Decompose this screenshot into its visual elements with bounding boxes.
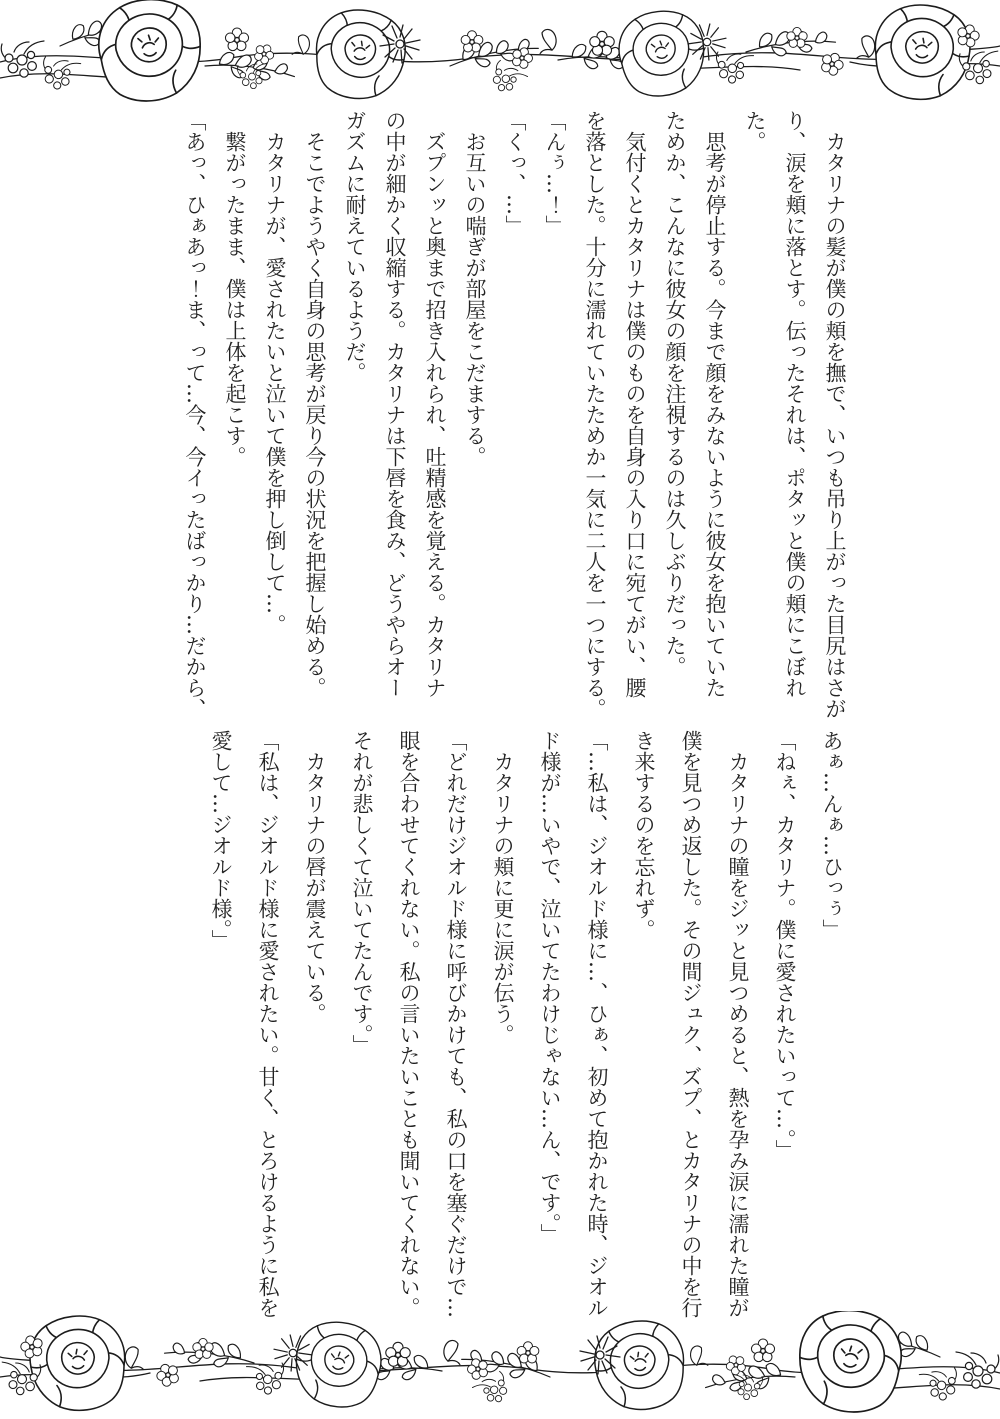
text-column: の中が細かく収縮する。カタリナは下唇を食み、どうやらオー	[383, 110, 407, 698]
text-column: 思考が停止する。今まで顔をみないように彼女を抱いていた	[703, 131, 727, 698]
text-column: 繋がったまま、僕は上体を起こす。	[223, 131, 247, 467]
text-column: を落とした。十分に濡れていたためか一気に二人を一つにする。	[583, 110, 607, 719]
floral-garland-bottom-border	[0, 1311, 1000, 1419]
text-column: ズプンッと奥まで招き入れられ、吐精感を覚える。カタリナ	[423, 131, 447, 698]
text-column: き来するのを忘れず。	[632, 730, 656, 940]
text-column: り、涙を頬に落とす。伝ったそれは、ポタッと僕の頬にこぼれ	[783, 110, 807, 698]
text-column: そこでようやく自身の思考が戻り今の状況を把握し始める。	[303, 131, 327, 698]
text-column: 愛して…ジオルド様。」	[209, 730, 233, 951]
text-column: 気付くとカタリナは僕のものを自身の入り口に宛てがい、腰	[623, 131, 647, 698]
text-column: 「…私は、ジオルド様に…、ひぁ、初めて抱かれた時、ジオル	[585, 730, 609, 1318]
text-column: 「あっ、ひぁあっ！ま、って…今、今イったばっかり…だから、	[183, 110, 207, 719]
text-column: ガズムに耐えているようだ。	[343, 110, 367, 383]
text-column: ためか、こんなに彼女の顔を注視するのは久しぶりだった。	[663, 110, 687, 677]
text-column: 眼を合わせてくれない。私の言いたいことも聞いてくれない。	[397, 730, 421, 1318]
text-column: 「ねぇ、カタリナ。僕に愛されたいって…。」	[773, 730, 797, 1161]
text-column: ド様が…いやで、泣いてたわけじゃない…ん、です。」	[538, 730, 562, 1245]
text-column: 「どれだけジオルド様に呼びかけても、私の口を塞ぐだけで…	[444, 730, 468, 1318]
text-column: 「くっ、…」	[503, 110, 527, 236]
text-column: お互いの喘ぎが部屋をこだまする。	[463, 131, 487, 467]
text-column: カタリナの頬に更に涙が伝う。	[491, 751, 515, 1045]
text-column: それが悲しくて泣いてたんです。」	[350, 730, 374, 1056]
text-column: 「んぅ…！」	[543, 110, 567, 236]
text-column: 僕を見つめ返した。その間ジュク、ズプ、とカタリナの中を行	[679, 730, 703, 1318]
text-column: た。	[743, 110, 767, 152]
floral-garland-top-border	[0, 0, 1000, 108]
lower-text-block	[197, 730, 855, 1352]
text-column: あぁ…んぁ…ひっぅ」	[820, 730, 844, 940]
text-column: カタリナが、愛されたいと泣いて僕を押し倒して…。	[263, 131, 287, 635]
text-column: カタリナの髪が僕の頬を撫で、いつも吊り上がった目尻はさが	[823, 131, 847, 719]
text-column: カタリナの瞳をジッと見つめると、熱を孕み涙に濡れた瞳が	[726, 751, 750, 1318]
text-column: 「私は、ジオルド様に愛されたい。甘く、とろけるように私を	[256, 730, 280, 1318]
text-column: カタリナの唇が震えている。	[303, 751, 327, 1024]
upper-text-block	[175, 110, 855, 732]
